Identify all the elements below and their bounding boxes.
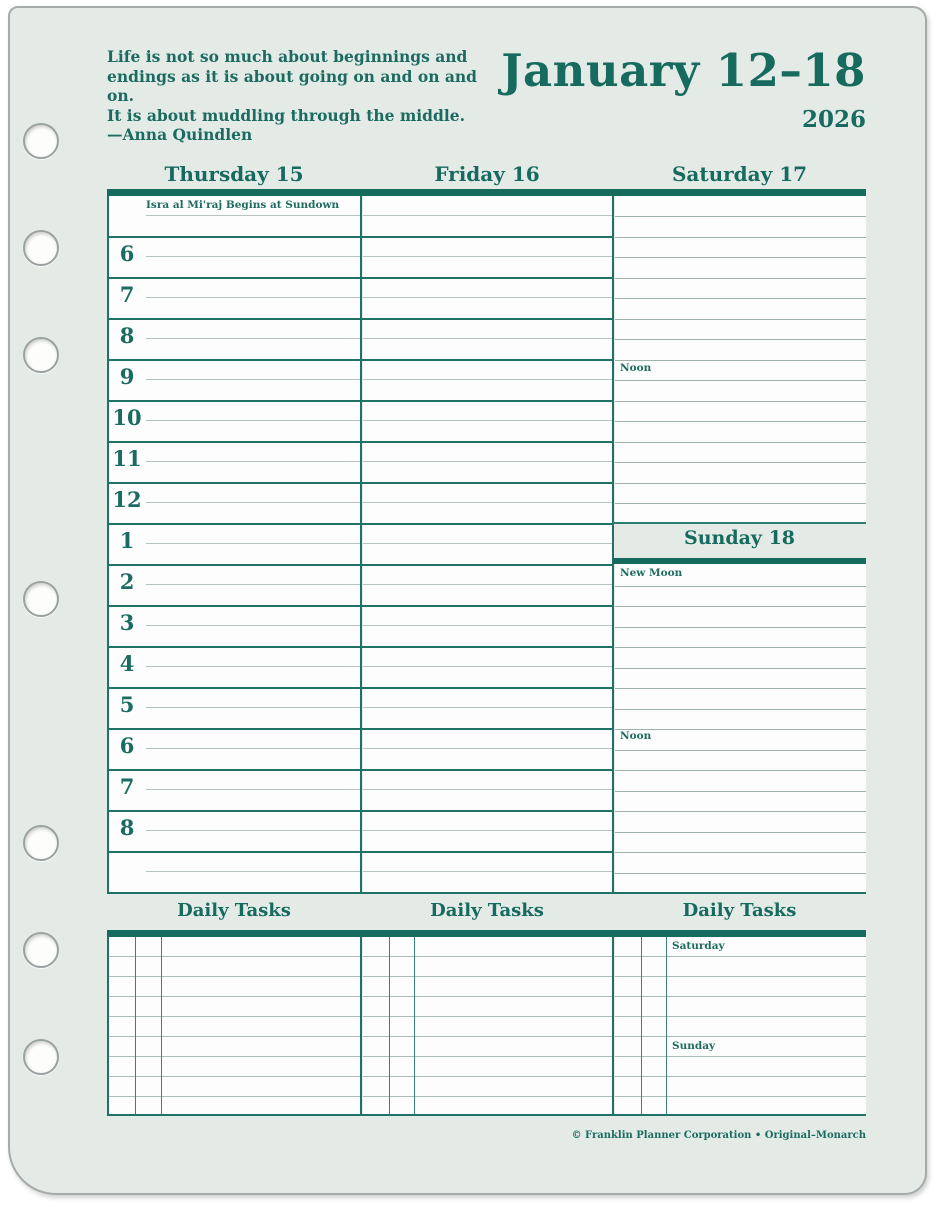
- saturday-end-line: [613, 522, 866, 524]
- sunday-column-area: [615, 564, 866, 892]
- tasks-left-border: [107, 937, 109, 1116]
- hour-label: 7: [119, 282, 135, 307]
- tasks-top-bar: [107, 930, 866, 937]
- ruled-line: [615, 647, 866, 648]
- half-hour-line: [146, 666, 360, 667]
- column-separator-line: [360, 196, 362, 894]
- ruled-line: [615, 401, 866, 402]
- half-hour-line: [146, 502, 360, 503]
- hour-label: 1: [119, 528, 135, 553]
- hour-separator-line: [109, 318, 612, 320]
- hour-separator-line: [109, 441, 612, 443]
- tasks-bottom-line: [107, 1114, 866, 1116]
- ruled-line: [615, 257, 866, 258]
- sunday-top-bar: [613, 558, 866, 564]
- half-hour-line: [146, 830, 360, 831]
- binder-hole: [23, 1039, 59, 1075]
- task-row-line: [615, 1096, 866, 1097]
- hour-separator-line: [109, 728, 612, 730]
- thursday-holiday-note: Isra al Mi'raj Begins at Sundown: [146, 199, 340, 211]
- schedule-bottom-line: [107, 892, 866, 894]
- task-row-line: [363, 1076, 612, 1077]
- binder-hole: [23, 825, 59, 861]
- ruled-line: [615, 791, 866, 792]
- half-hour-line: [363, 871, 612, 872]
- copyright-text: © Franklin Planner Corporation • Original–Monarch: [571, 1130, 866, 1141]
- hour-separator-line: [109, 359, 612, 361]
- half-hour-line: [363, 461, 612, 462]
- hour-separator-line: [109, 564, 612, 566]
- quote-line: endings as it is about going on and on and on.: [107, 66, 478, 105]
- half-hour-line: [146, 297, 360, 298]
- half-hour-line: [363, 256, 612, 257]
- ruled-line: [615, 811, 866, 812]
- ruled-line: [615, 380, 866, 381]
- half-hour-line: [146, 461, 360, 462]
- task-check-column-line: [135, 937, 136, 1114]
- ruled-line: [615, 586, 866, 587]
- hour-label: 5: [119, 692, 135, 717]
- hour-separator-line: [109, 851, 612, 853]
- task-row-line: [615, 1016, 866, 1017]
- ruled-line: [615, 360, 866, 361]
- ruled-line: [615, 298, 866, 299]
- hour-separator-line: [109, 277, 612, 279]
- task-check-column-line: [389, 937, 390, 1114]
- half-hour-line: [363, 420, 612, 421]
- quote-attribution: —Anna Quindlen: [107, 125, 253, 144]
- tasks-saturday-label: Saturday: [672, 940, 725, 952]
- task-row-line: [109, 996, 360, 997]
- schedule-top-bar: [107, 189, 866, 196]
- half-hour-line: [146, 543, 360, 544]
- ruled-line: [615, 770, 866, 771]
- daily-tasks-header-2: Daily Tasks: [430, 900, 544, 921]
- half-hour-line: [146, 420, 360, 421]
- day-header-sunday: Sunday 18: [683, 527, 796, 549]
- saturday-noon-label: Noon: [620, 362, 652, 374]
- task-check-column-line: [161, 937, 162, 1114]
- half-hour-line: [363, 830, 612, 831]
- half-hour-line: [363, 584, 612, 585]
- task-row-line: [363, 1056, 612, 1057]
- day-header-thursday: Thursday 15: [164, 162, 304, 186]
- ruled-line: [615, 709, 866, 710]
- tasks-separator-line: [612, 937, 614, 1116]
- daily-tasks-header-3: Daily Tasks: [682, 900, 797, 921]
- half-hour-line: [146, 707, 360, 708]
- task-row-line: [109, 1056, 360, 1057]
- quote-line: Life is not so much about beginnings and: [107, 47, 468, 66]
- half-hour-line: [363, 625, 612, 626]
- half-hour-line: [363, 379, 612, 380]
- tasks-section-area: [615, 937, 866, 1114]
- ruled-line: [615, 668, 866, 669]
- sunday-noon-label: Noon: [620, 730, 652, 742]
- half-hour-line: [146, 256, 360, 257]
- task-row-line: [109, 956, 360, 957]
- hour-separator-line: [109, 523, 612, 525]
- hour-label: 7: [119, 774, 135, 799]
- task-row-line: [109, 1016, 360, 1017]
- ruled-line: [615, 278, 866, 279]
- daily-tasks-header-1: Daily Tasks: [177, 900, 291, 921]
- hour-separator-line: [109, 769, 612, 771]
- hour-separator-line: [109, 687, 612, 689]
- hour-label: 2: [119, 569, 135, 594]
- half-hour-line: [363, 338, 612, 339]
- ruled-line: [615, 729, 866, 730]
- tasks-separator-line: [360, 937, 362, 1116]
- ruled-line: [615, 503, 866, 504]
- hour-label: 9: [119, 364, 135, 389]
- day-header-friday: Friday 16: [434, 162, 540, 186]
- hour-label: 8: [119, 815, 135, 840]
- ruled-line: [615, 483, 866, 484]
- hour-label: 10: [112, 405, 142, 430]
- half-hour-line: [146, 625, 360, 626]
- half-hour-line: [146, 748, 360, 749]
- hour-label: 12: [112, 487, 142, 512]
- tasks-section-area: [363, 937, 612, 1114]
- task-row-line: [363, 956, 612, 957]
- hour-separator-line: [109, 400, 612, 402]
- half-hour-line: [363, 748, 612, 749]
- task-row-line: [615, 1076, 866, 1077]
- ruled-line: [615, 339, 866, 340]
- hour-separator-line: [109, 482, 612, 484]
- half-hour-line: [146, 338, 360, 339]
- task-row-line: [615, 956, 866, 957]
- task-row-line: [363, 996, 612, 997]
- task-row-line: [363, 1036, 612, 1037]
- half-hour-line: [146, 379, 360, 380]
- hour-label: 8: [119, 323, 135, 348]
- ruled-line: [615, 627, 866, 628]
- binder-hole: [23, 932, 59, 968]
- task-row-line: [363, 1096, 612, 1097]
- half-hour-line: [146, 871, 360, 872]
- day-header-saturday: Saturday 17: [671, 162, 808, 186]
- grid-left-border: [107, 196, 109, 894]
- hour-label: 6: [119, 241, 135, 266]
- task-row-line: [109, 1036, 360, 1037]
- quote-line: It is about muddling through the middle.: [107, 105, 465, 125]
- page-year: 2026: [801, 106, 866, 133]
- half-hour-line: [363, 215, 612, 216]
- half-hour-line: [363, 502, 612, 503]
- sunday-new-moon-label: New Moon: [620, 567, 683, 579]
- task-row-line: [363, 976, 612, 977]
- binder-hole: [23, 230, 59, 266]
- task-row-line: [109, 1096, 360, 1097]
- half-hour-line: [146, 215, 360, 216]
- half-hour-line: [146, 789, 360, 790]
- quote-block: [107, 47, 487, 145]
- hour-separator-line: [109, 605, 612, 607]
- binder-hole: [23, 581, 59, 617]
- half-hour-line: [363, 707, 612, 708]
- task-row-line: [615, 1056, 866, 1057]
- task-check-column-line: [666, 937, 667, 1114]
- saturday-column-area: [615, 196, 866, 522]
- ruled-line: [615, 319, 866, 320]
- binder-hole: [23, 123, 59, 159]
- tasks-section-area: [109, 937, 360, 1114]
- half-hour-line: [363, 666, 612, 667]
- ruled-line: [615, 606, 866, 607]
- ruled-line: [615, 442, 866, 443]
- task-row-line: [109, 1076, 360, 1077]
- tasks-sunday-label: Sunday: [672, 1040, 716, 1052]
- ruled-line: [615, 750, 866, 751]
- ruled-line: [615, 873, 866, 874]
- ruled-line: [615, 688, 866, 689]
- hour-label: 4: [119, 651, 135, 676]
- half-hour-line: [363, 789, 612, 790]
- ruled-line: [615, 216, 866, 217]
- hour-label: 6: [119, 733, 135, 758]
- ruled-line: [615, 462, 866, 463]
- page-title: January 12–18: [501, 44, 866, 97]
- hour-label: 11: [112, 446, 142, 471]
- task-check-column-line: [641, 937, 642, 1114]
- task-row-line: [363, 1016, 612, 1017]
- ruled-line: [615, 852, 866, 853]
- ruled-line: [615, 237, 866, 238]
- half-hour-line: [146, 584, 360, 585]
- task-row-line: [109, 976, 360, 977]
- hour-label: 3: [119, 610, 135, 635]
- task-row-line: [615, 1036, 866, 1037]
- friday-column-area: [363, 196, 612, 892]
- task-row-line: [615, 996, 866, 997]
- thursday-column-area: [109, 196, 360, 892]
- task-row-line: [615, 976, 866, 977]
- hour-separator-line: [109, 646, 612, 648]
- hour-separator-line: [109, 810, 612, 812]
- task-check-column-line: [414, 937, 415, 1114]
- hour-separator-line: [109, 236, 612, 238]
- half-hour-line: [363, 297, 612, 298]
- ruled-line: [615, 832, 866, 833]
- binder-hole: [23, 337, 59, 373]
- half-hour-line: [363, 543, 612, 544]
- ruled-line: [615, 421, 866, 422]
